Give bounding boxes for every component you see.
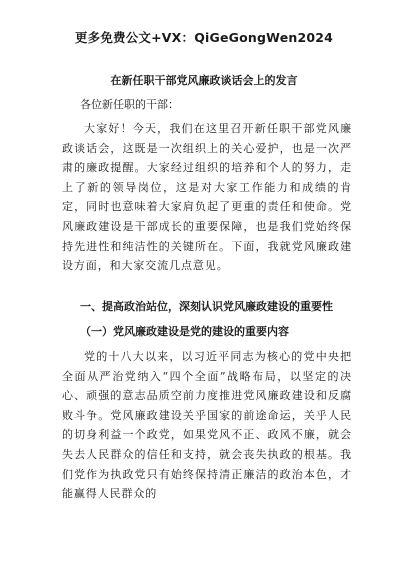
paragraph-opening: 大家好！今天，我们在这里召开新任职干部党风廉政谈话会，这既是一次组织上的关心爱护，也是一次严肃的廉政提醒。大家经过组织的培养和个人的努力，走上了新的领导岗位，这是对大家工作能力和成绩的肯定，同时也意味着大家肩负起了更重的责任和使命。党风廉政建设是干部成长的重要保障，也是我们党始终保持先进性和纯洁性的关键所在。下面，我就党风廉政建设方面，和大家交流几点意见。 bbox=[62, 122, 352, 273]
section-heading-1: 一、提高政治站位，深刻认识党风廉政建设的重要性 bbox=[80, 300, 333, 313]
subsection-heading-1: （一）党风廉政建设是党的建设的重要内容 bbox=[80, 325, 289, 338]
salutation: 各位新任职的干部： bbox=[80, 98, 179, 111]
paragraph-section-1: 党的十八大以来，以习近平同志为核心的党中央把全面从严治党纳入“四个全面”战略布局，以坚定的决心、顽强的意志品质空前力度推进党风廉政建设和反腐败斗争。党风廉政建设关乎国家的前途命运，关乎人民的切身利益一个政党，如果党风不正、政风不廉，就会失去人民群众的信任和支持，就会丧失执政的根基。我们党作为执政党只有始终保持清正廉洁的政治本色，才能赢得人民群众的 bbox=[62, 350, 352, 501]
header-banner: 更多免费公文+VX：QiGeGongWen2024 bbox=[74, 30, 334, 45]
document-title: 在新任职干部党风廉政谈话会上的发言 bbox=[110, 74, 298, 87]
